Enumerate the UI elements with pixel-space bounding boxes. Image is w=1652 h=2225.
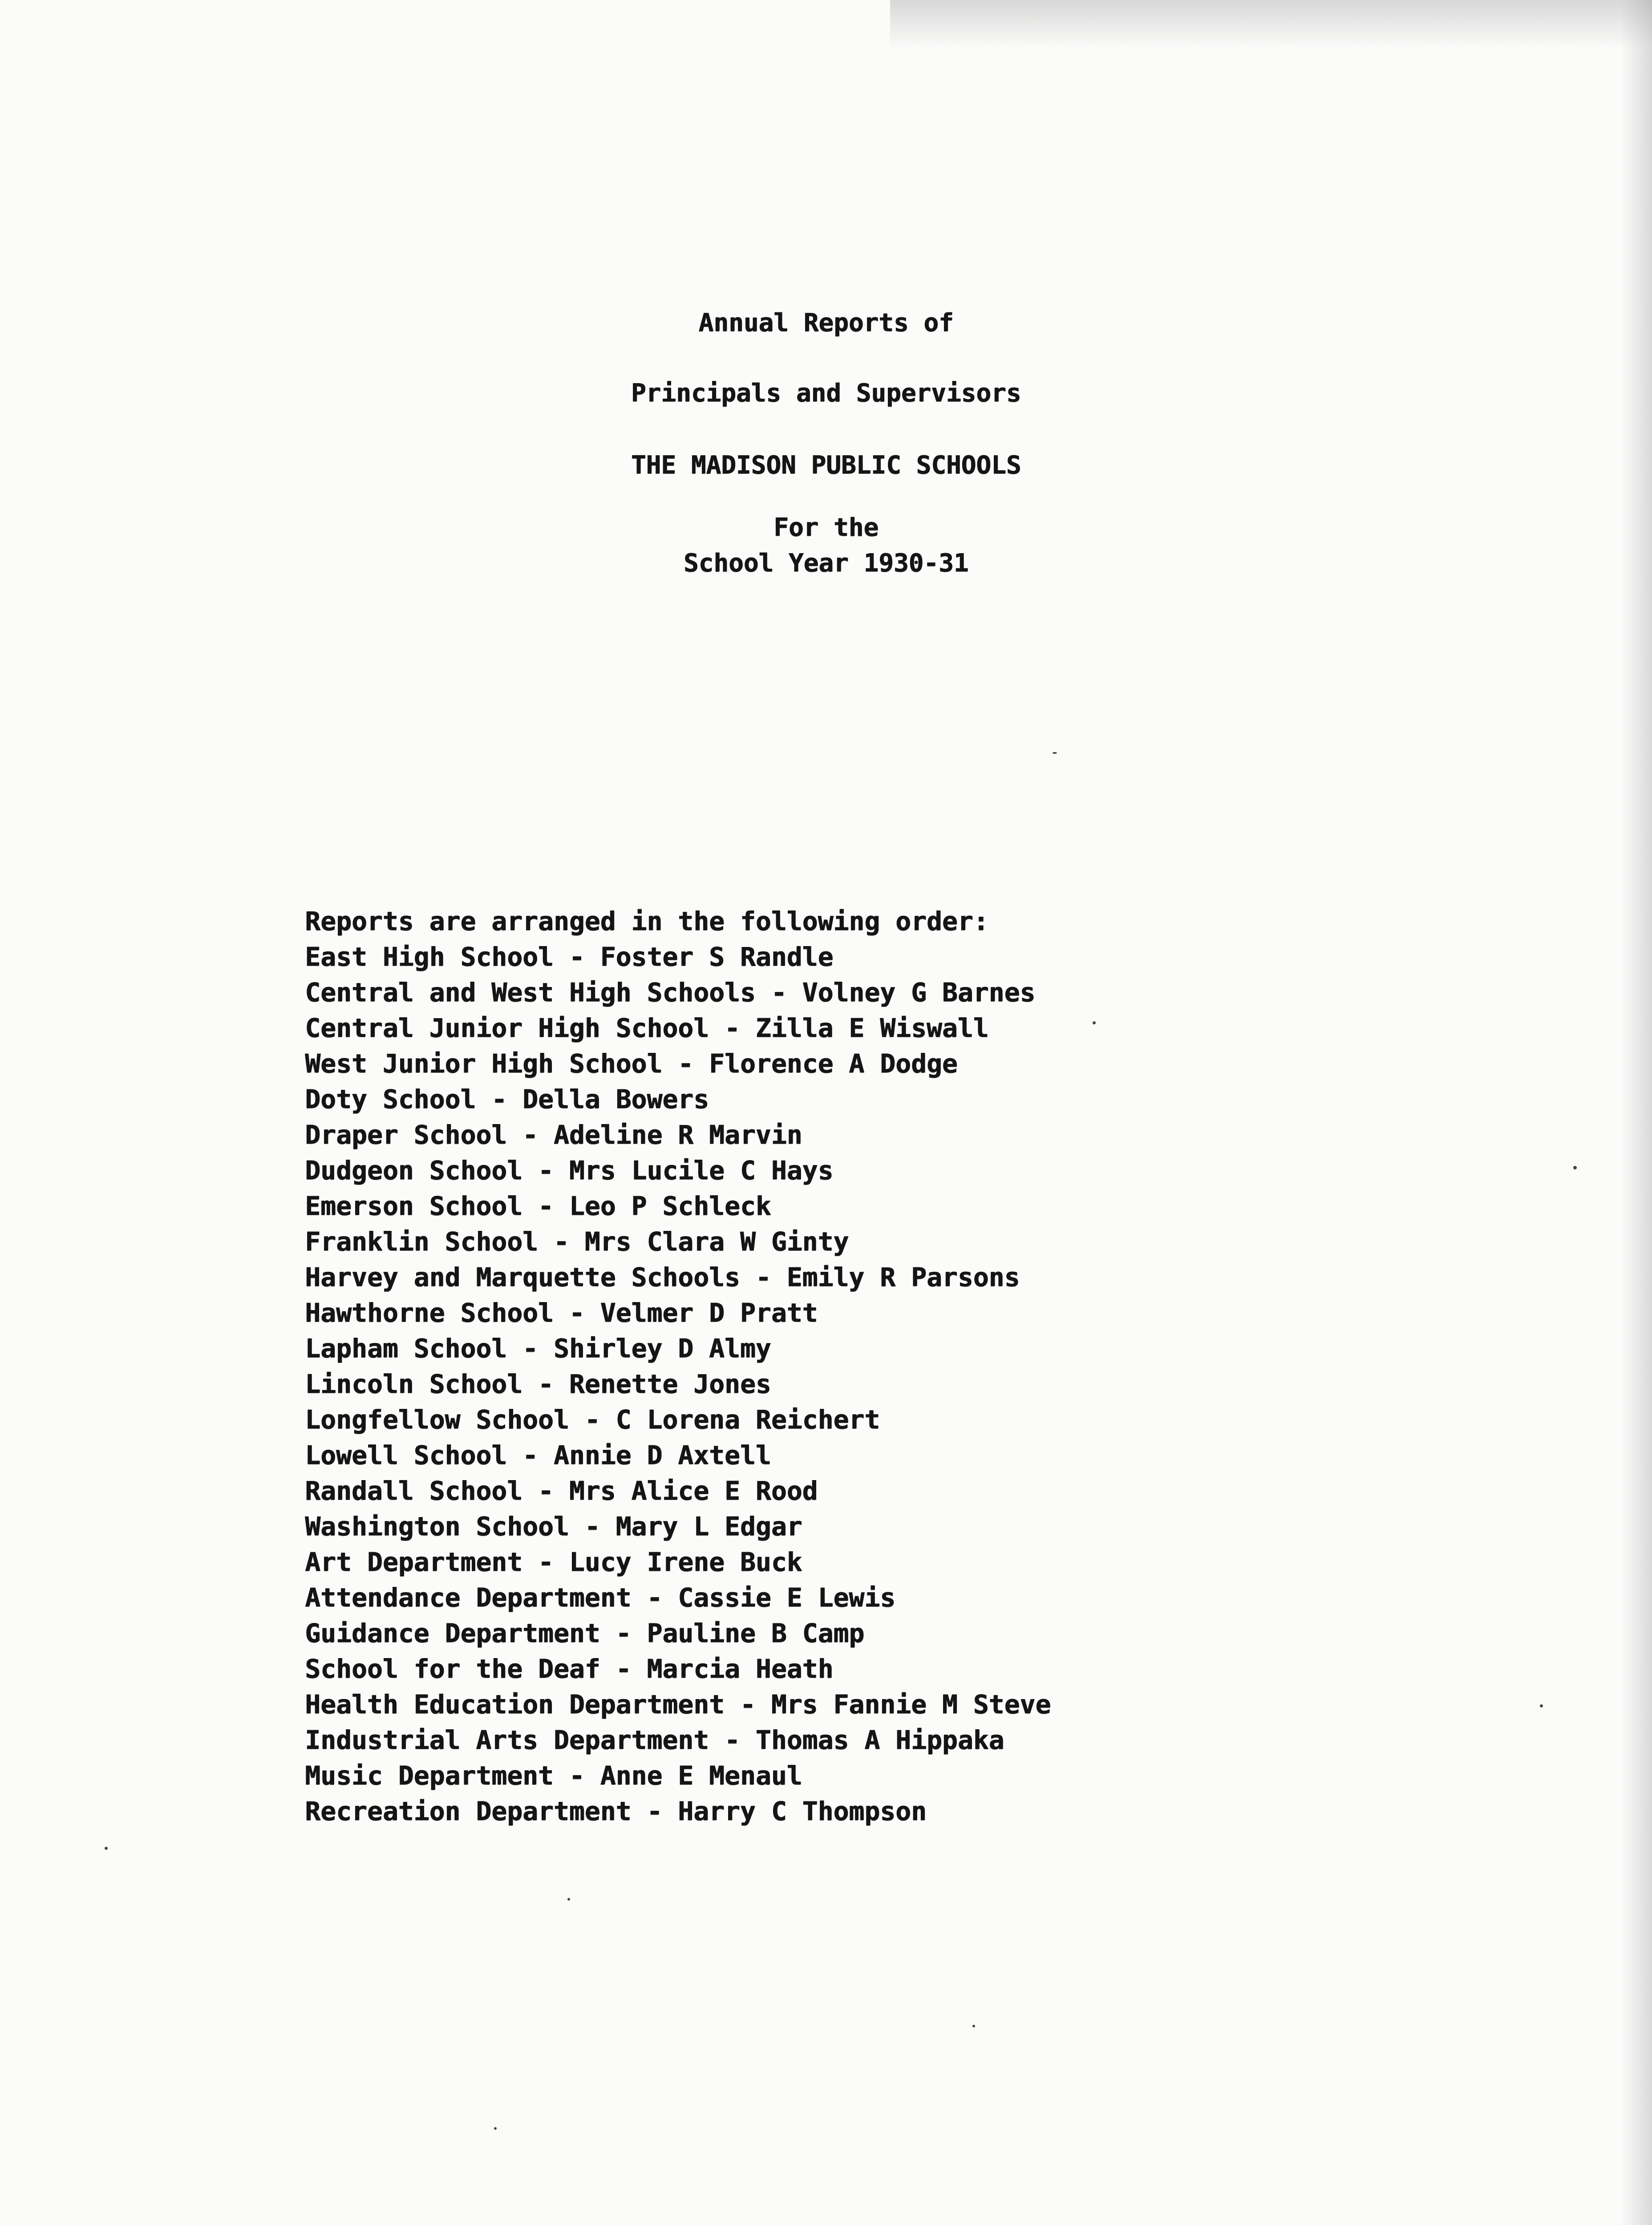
scan-shadow-top <box>890 0 1652 49</box>
list-item: West Junior High School - Florence A Dodge <box>305 1048 958 1079</box>
list-item: Harvey and Marquette Schools - Emily R Parsons <box>305 1262 1020 1292</box>
scan-speck <box>105 1847 108 1850</box>
scan-speck <box>567 1898 570 1901</box>
title-line-annual-reports: Annual Reports of <box>698 308 954 337</box>
list-item: School for the Deaf - Marcia Heath <box>305 1654 834 1684</box>
list-item: Guidance Department - Pauline B Camp <box>305 1618 865 1648</box>
list-item: Industrial Arts Department - Thomas A Hippaka <box>305 1725 1004 1755</box>
list-item: Recreation Department - Harry C Thompson <box>305 1796 927 1826</box>
title-line-for-the: For the <box>773 513 879 542</box>
list-item: Central and West High Schools - Volney G Barnes <box>305 977 1036 1007</box>
report-list <box>305 939 1051 1829</box>
title-line-principals-supervisors: Principals and Supervisors <box>631 379 1021 408</box>
list-item: Washington School - Mary L Edgar <box>305 1511 802 1541</box>
report-order-intro: Reports are arranged in the following order: <box>305 906 989 936</box>
scan-speck <box>1053 752 1057 754</box>
list-item: Emerson School - Leo P Schleck <box>305 1191 771 1221</box>
list-item: Draper School - Adeline R Marvin <box>305 1120 802 1150</box>
scan-speck <box>1540 1704 1543 1707</box>
list-item: Hawthorne School - Velmer D Pratt <box>305 1298 818 1328</box>
title-line-madison-public-schools: THE MADISON PUBLIC SCHOOLS <box>631 451 1021 480</box>
report-order-section <box>305 903 1051 1829</box>
list-item: Randall School - Mrs Alice E Rood <box>305 1476 818 1506</box>
list-item: Lincoln School - Renette Jones <box>305 1369 771 1399</box>
list-item: Attendance Department - Cassie E Lewis <box>305 1582 895 1613</box>
list-item: Art Department - Lucy Irene Buck <box>305 1547 802 1577</box>
list-item: Central Junior High School - Zilla E Wiswall <box>305 1013 989 1043</box>
list-item: Dudgeon School - Mrs Lucile C Hays <box>305 1155 834 1185</box>
list-item: Lapham School - Shirley D Almy <box>305 1333 771 1363</box>
list-item: Longfellow School - C Lorena Reichert <box>305 1404 880 1435</box>
scan-speck <box>1573 1166 1577 1169</box>
list-item: Health Education Department - Mrs Fannie M Steve <box>305 1689 1051 1719</box>
list-item: Franklin School - Mrs Clara W Ginty <box>305 1226 849 1257</box>
scan-speck <box>972 2025 975 2027</box>
scan-speck <box>1093 1021 1096 1024</box>
list-item: Lowell School - Annie D Axtell <box>305 1440 771 1470</box>
list-item: Doty School - Della Bowers <box>305 1084 709 1114</box>
list-item: Music Department - Anne E Menaul <box>305 1760 802 1791</box>
list-item: East High School - Foster S Randle <box>305 942 834 972</box>
title-line-school-year: School Year 1930-31 <box>683 549 969 578</box>
scan-speck <box>494 2127 497 2130</box>
